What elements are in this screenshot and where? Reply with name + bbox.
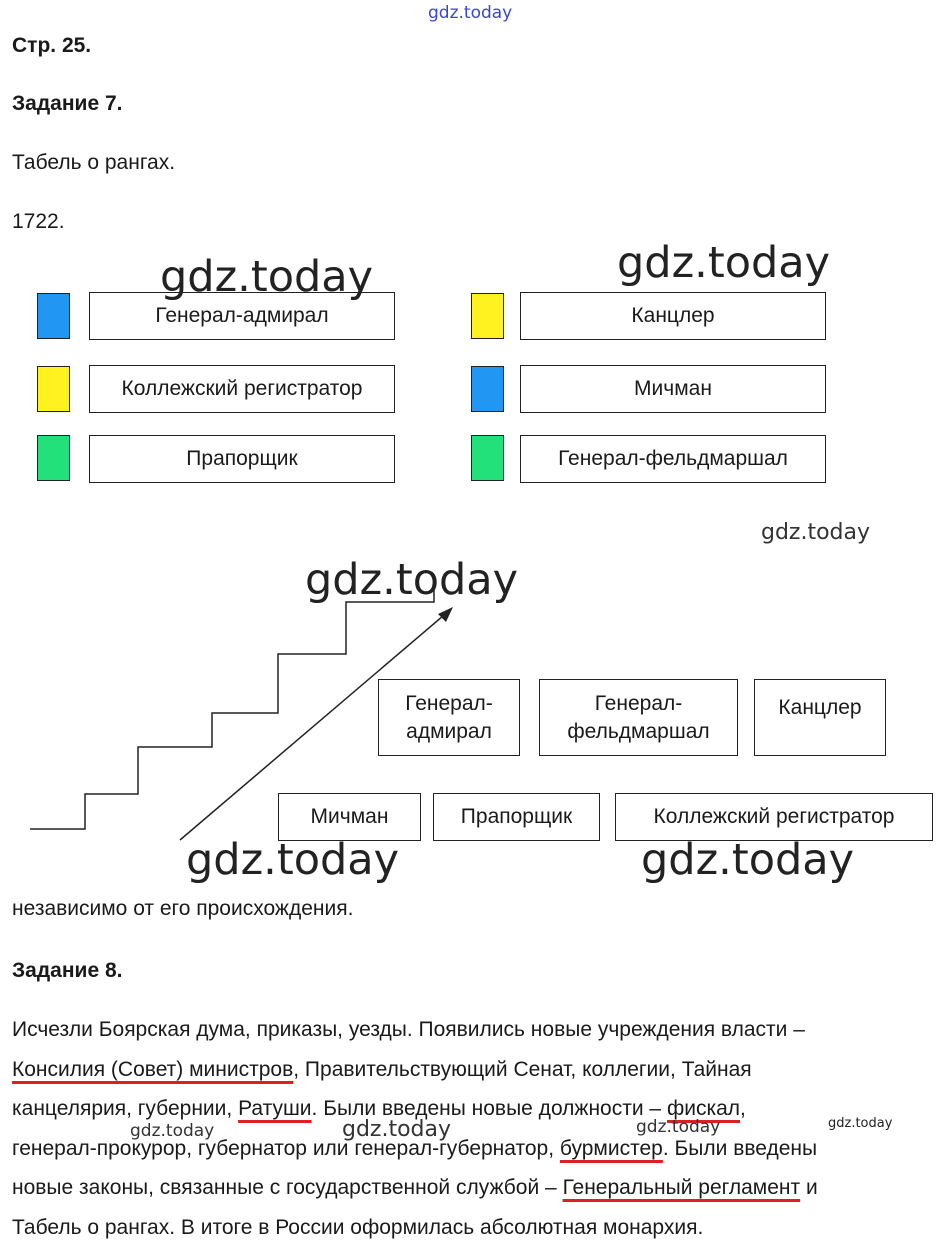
ladder-box-chancellor: Канцлер [754,679,886,756]
watermark: gdz.today [130,1121,215,1141]
staircase-line [30,581,434,829]
ladder-box-praporshchik: Прапорщик [433,793,600,841]
underlined-term: Генеральный регламент [562,1176,801,1199]
watermark: gdz.today [305,555,519,605]
underlined-term: фискал [666,1097,741,1120]
page-reference: Стр. 25. [12,34,92,57]
paragraph-line: новые законы, связанные с государственной службой – Генеральный регламент и [12,1176,818,1199]
arrow-head [438,607,453,622]
underlined-term: Консилия (Совет) министров [12,1057,294,1081]
watermark: gdz.today [160,252,374,302]
watermark-top: gdz.today [428,3,513,23]
watermark: gdz.today [186,835,400,885]
ladder-box-michman: Мичман [278,793,421,841]
rank-box-left-3: Прапорщик [89,435,395,483]
task-7-answer-document: Табель о рангах. [12,151,176,174]
paragraph-line: Табель о рангах. В итоге в России оформилась абсолютная монархия. [12,1215,704,1239]
task-7-answer-year: 1722. [12,210,65,233]
paragraph-line: Исчезли Боярская дума, приказы, уезды. Появились новые учреждения власти – [12,1018,805,1041]
paragraph-line: генерал-прокурор, губернатор или генерал-губернатор, бурмистер. Были введены [12,1136,818,1160]
rank-box-right-2: Мичман [520,365,826,413]
ladder-box-field-marshal: Генерал- фельдмаршал [539,679,738,756]
paragraph-line: канцелярия, губернии, Ратуши. Были введены новые должности – фискал, [12,1097,746,1120]
watermark: gdz.today [641,835,855,885]
task-8-title: Задание 8. [12,959,123,982]
watermark: gdz.today [617,238,831,288]
ladder-box-general-admiral: Генерал- адмирал [378,679,520,756]
watermark: gdz.today [636,1117,721,1137]
watermark: gdz.today [761,520,871,545]
rank-box-left-2: Коллежский регистратор [89,365,395,413]
paragraph-line: Консилия (Совет) министров, Правительствующий Сенат, коллегии, Тайная [12,1057,752,1081]
rank-box-left-1: Генерал-адмирал [89,292,395,340]
underlined-term: Ратуши [238,1097,312,1120]
underlined-term: бурмистер [559,1136,663,1160]
task-7-conclusion: независимо от его происхождения. [12,897,354,920]
task-7-title: Задание 7. [12,92,123,115]
rank-box-right-1: Канцлер [520,292,826,340]
ladder-box-collegiate-registrar: Коллежский регистратор [615,793,933,841]
watermark: gdz.today [342,1117,452,1142]
rank-box-right-3: Генерал-фельдмаршал [520,435,826,483]
watermark: gdz.today [828,1116,893,1131]
